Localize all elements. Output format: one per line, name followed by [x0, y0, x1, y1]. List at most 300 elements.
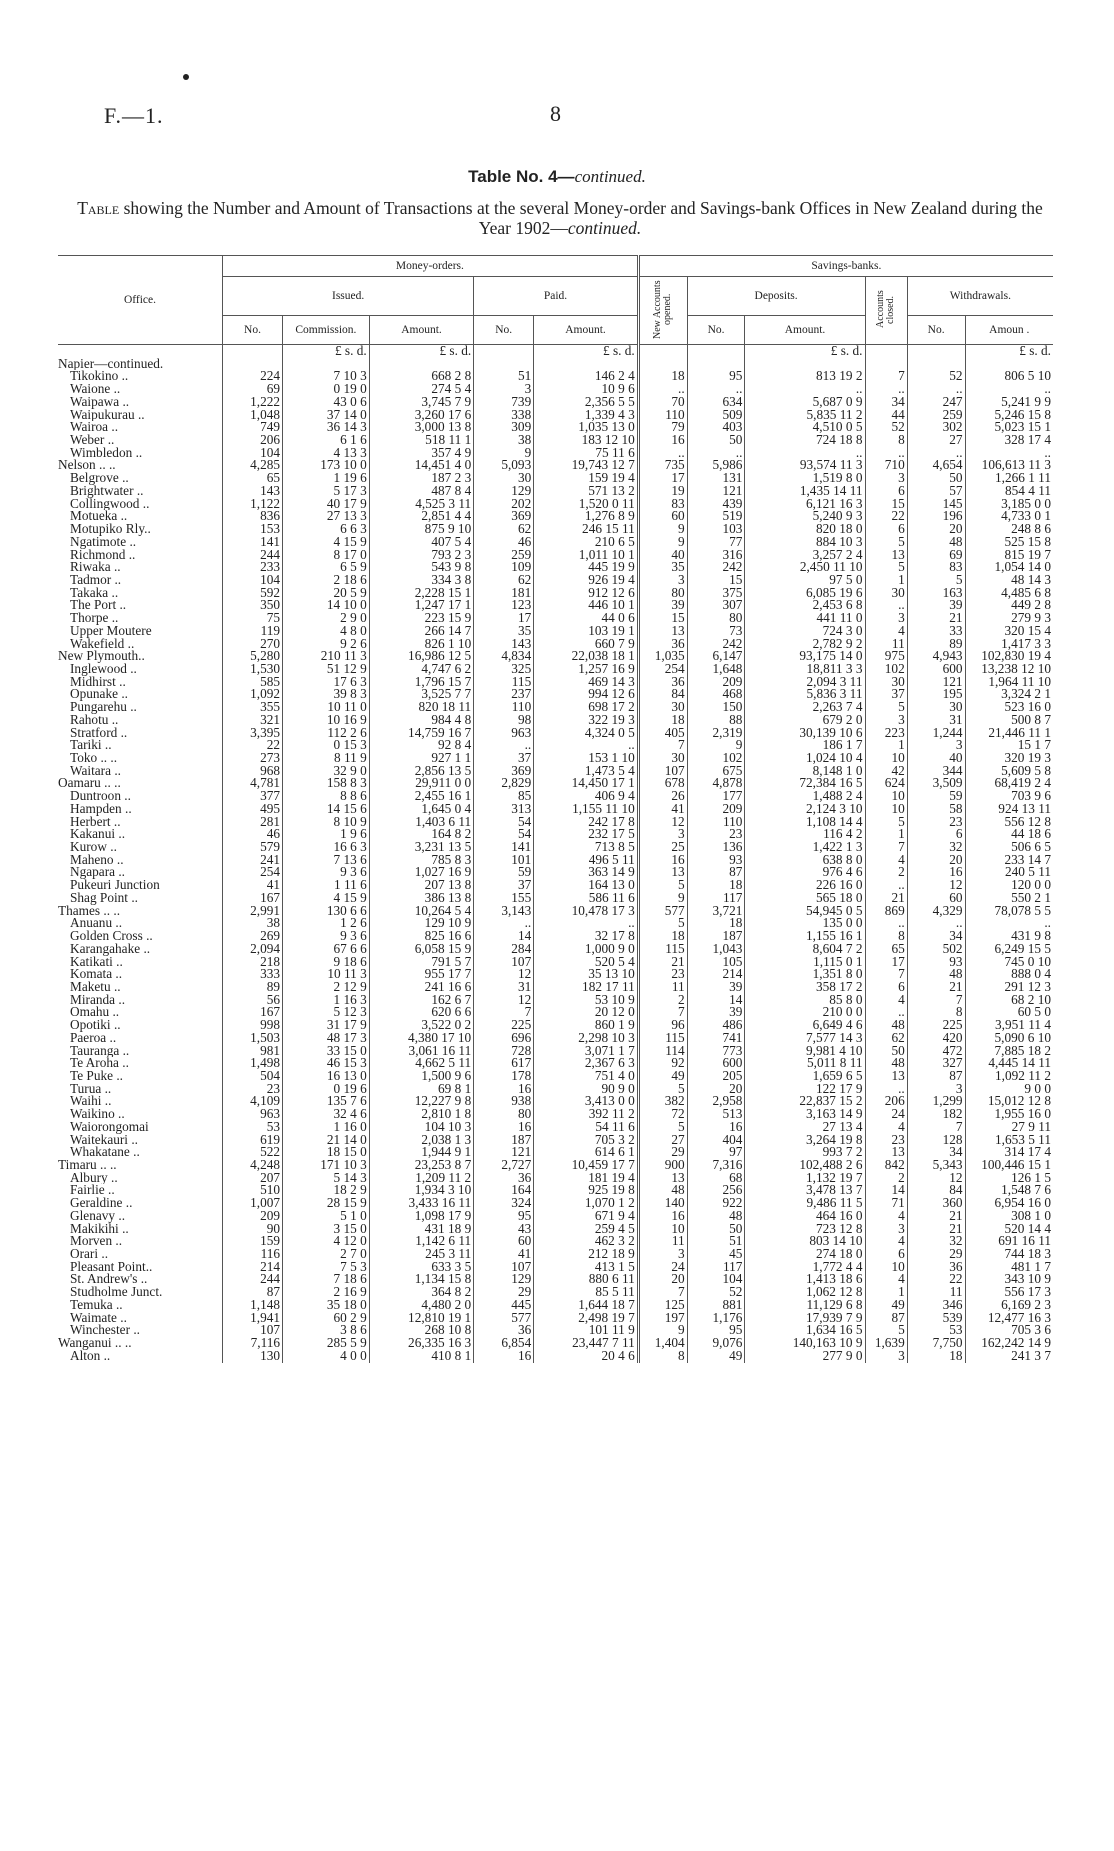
- cell-withdrawals-amount: 506 6 5: [965, 841, 1053, 854]
- cell-deposits-amount: 5,240 9 3: [745, 510, 865, 523]
- cell-deposits-no: 316: [687, 549, 745, 562]
- cell-new-accounts: 678: [638, 777, 687, 790]
- cell-office: Upper Moutere: [70, 624, 152, 638]
- cell-deposits-amount: ..: [745, 383, 865, 396]
- table-row: [58, 1248, 1053, 1261]
- cell-commission: 9 2 6: [283, 638, 370, 651]
- cell-office: Paeroa ..: [70, 1031, 117, 1045]
- table-row: [58, 1121, 1053, 1134]
- cell-commission: 21 14 0: [283, 1134, 370, 1147]
- cell-deposits-no: ..: [687, 447, 745, 460]
- cell-paid-amount: 22,038 18 1: [534, 650, 639, 663]
- cell-commission: 51 12 9: [283, 663, 370, 676]
- cell-issued-amount: 4,380 17 10: [369, 1032, 473, 1045]
- cell-paid-amount: 496 5 11: [534, 854, 639, 867]
- table-row: [58, 777, 1053, 790]
- cell-accounts-closed: 2: [865, 866, 907, 879]
- cell-issued-no: 143: [223, 485, 283, 498]
- cell-issued-no: 321: [223, 714, 283, 727]
- table-row: [58, 688, 1053, 701]
- cell-withdrawals-amount: 1,964 11 10: [965, 676, 1053, 689]
- cell-deposits-no: 39: [687, 1006, 745, 1019]
- table-row: [58, 358, 1053, 371]
- table-row: [58, 523, 1053, 536]
- cell-commission: 1 2 6: [283, 917, 370, 930]
- cell-withdrawals-no: 27: [907, 434, 965, 447]
- table-row: [58, 1210, 1053, 1223]
- cell-paid-amount: 445 19 9: [534, 561, 639, 574]
- cell-commission: 285 5 9: [283, 1337, 370, 1350]
- cell-paid-amount: 880 6 11: [534, 1273, 639, 1286]
- cell-accounts-closed: 6: [865, 523, 907, 536]
- cell-paid-no: 16: [474, 1121, 534, 1134]
- cell-issued-amount: 620 6 6: [369, 1006, 473, 1019]
- cell-new-accounts: 70: [638, 396, 687, 409]
- cell-paid-amount: ..: [534, 739, 639, 752]
- cell-withdrawals-amount: 5,090 6 10: [965, 1032, 1053, 1045]
- cell-new-accounts: 3: [638, 828, 687, 841]
- cell-new-accounts: 9: [638, 892, 687, 905]
- cell-paid-no: 80: [474, 1108, 534, 1121]
- cell-deposits-amount: 2,450 11 10: [745, 561, 865, 574]
- cell-withdrawals-no: 33: [907, 625, 965, 638]
- cell-issued-amount: 1,134 15 8: [369, 1273, 473, 1286]
- table-row: [58, 561, 1053, 574]
- cell-deposits-amount: 724 18 8: [745, 434, 865, 447]
- cell-new-accounts: 18: [638, 370, 687, 383]
- cell-paid-no: 110: [474, 701, 534, 714]
- cell-deposits-amount: 3,478 13 7: [745, 1184, 865, 1197]
- cell-issued-amount: 357 4 9: [369, 447, 473, 460]
- cell-paid-no: 29: [474, 1286, 534, 1299]
- cell-deposits-amount: 1,108 14 4: [745, 816, 865, 829]
- cell-paid-amount: 2,356 5 5: [534, 396, 639, 409]
- table-row: [58, 714, 1053, 727]
- cell-paid-no: 284: [474, 943, 534, 956]
- cell-paid-no: 938: [474, 1095, 534, 1108]
- cell-paid-amount: 10,478 17 3: [534, 905, 639, 918]
- cell-paid-amount: 54 11 6: [534, 1121, 639, 1134]
- table-caption: [60, 198, 1060, 238]
- table-row: [58, 599, 1053, 612]
- cell-withdrawals-amount: 705 3 6: [965, 1324, 1053, 1337]
- cell-office: Waipawa ..: [70, 395, 130, 409]
- cell-office: Herbert ..: [70, 815, 121, 829]
- cell-new-accounts: 30: [638, 701, 687, 714]
- cell-withdrawals-no: 50: [907, 472, 965, 485]
- cell-issued-no: 1,148: [223, 1299, 283, 1312]
- table-row: [58, 892, 1053, 905]
- cell-issued-amount: 785 8 3: [369, 854, 473, 867]
- cell-commission: 173 10 0: [283, 459, 370, 472]
- cell-deposits-no: 675: [687, 765, 745, 778]
- cell-deposits-amount: 93,175 14 0: [745, 650, 865, 663]
- cell-paid-amount: 32 17 8: [534, 930, 639, 943]
- cell-office: Richmond ..: [70, 548, 136, 562]
- table-row: [58, 383, 1053, 396]
- cell-paid-amount: 446 10 1: [534, 599, 639, 612]
- cell-deposits-no: 23: [687, 828, 745, 841]
- cell-deposits-amount: 8,148 1 0: [745, 765, 865, 778]
- cell-office: Winchester ..: [70, 1324, 140, 1338]
- cell-deposits-amount: 1,659 6 5: [745, 1070, 865, 1083]
- cell-issued-amount: 826 1 10: [369, 638, 473, 651]
- cell-office: St. Andrew's ..: [70, 1273, 148, 1287]
- cell-withdrawals-no: 89: [907, 638, 965, 651]
- table-row: [58, 981, 1053, 994]
- cell-withdrawals-amount: 5,246 15 8: [965, 409, 1053, 422]
- cell-commission: 28 15 9: [283, 1197, 370, 1210]
- cell-issued-no: 1,007: [223, 1197, 283, 1210]
- cell-issued-amount: 1,142 6 11: [369, 1235, 473, 1248]
- cell-office: Wairoa ..: [70, 421, 119, 435]
- cell-paid-no: 46: [474, 536, 534, 549]
- cell-paid-no: 739: [474, 396, 534, 409]
- cell-issued-no: 167: [223, 892, 283, 905]
- cell-deposits-amount: 2,124 3 10: [745, 803, 865, 816]
- cell-paid-amount: 614 6 1: [534, 1146, 639, 1159]
- cell-issued-no: 167: [223, 1006, 283, 1019]
- cell-paid-no: 9: [474, 447, 534, 460]
- cell-deposits-amount: 1,519 8 0: [745, 472, 865, 485]
- cell-deposits-no: 15: [687, 574, 745, 587]
- cell-withdrawals-no: 182: [907, 1108, 965, 1121]
- table-row: [58, 472, 1053, 485]
- cell-deposits-amount: 1,062 12 8: [745, 1286, 865, 1299]
- cell-commission: 4 12 0: [283, 1235, 370, 1248]
- table-row: [58, 1108, 1053, 1121]
- cell-deposits-no: 68: [687, 1172, 745, 1185]
- cell-new-accounts: 7: [638, 1006, 687, 1019]
- table-row: [58, 1159, 1053, 1172]
- cell-new-accounts: 18: [638, 714, 687, 727]
- cell-accounts-closed: 1: [865, 574, 907, 587]
- cell-new-accounts: 41: [638, 803, 687, 816]
- cell-commission: 14 15 6: [283, 803, 370, 816]
- cell-issued-amount: 334 3 8: [369, 574, 473, 587]
- cell-issued-no: 4,781: [223, 777, 283, 790]
- cell-issued-amount: 487 8 4: [369, 485, 473, 498]
- cell-accounts-closed: 8: [865, 930, 907, 943]
- cell-issued-no: 153: [223, 523, 283, 536]
- cell-withdrawals-no: ..: [907, 383, 965, 396]
- cell-withdrawals-amount: 854 4 11: [965, 485, 1053, 498]
- cell-commission: 18 15 0: [283, 1146, 370, 1159]
- cell-deposits-no: ..: [687, 383, 745, 396]
- cell-deposits-no: 4,878: [687, 777, 745, 790]
- cell-withdrawals-amount: 1,955 16 0: [965, 1108, 1053, 1121]
- cell-withdrawals-amount: 4,733 0 1: [965, 510, 1053, 523]
- cell-new-accounts: 12: [638, 816, 687, 829]
- cell-withdrawals-no: 420: [907, 1032, 965, 1045]
- cell-paid-no: 7: [474, 1006, 534, 1019]
- cell-issued-amount: 3,260 17 6: [369, 409, 473, 422]
- cell-deposits-amount: 17,939 7 9: [745, 1312, 865, 1325]
- cell-paid-amount: 698 17 2: [534, 701, 639, 714]
- cell-paid-no: 62: [474, 574, 534, 587]
- cell-paid-amount: 406 9 4: [534, 790, 639, 803]
- cell-accounts-closed: 10: [865, 752, 907, 765]
- cell-paid-no: 37: [474, 879, 534, 892]
- cell-deposits-amount: 18,811 3 3: [745, 663, 865, 676]
- cell-issued-no: 619: [223, 1134, 283, 1147]
- cell-withdrawals-no: 36: [907, 1261, 965, 1274]
- cell-paid-no: 3,143: [474, 905, 534, 918]
- cell-commission: 5 14 3: [283, 1172, 370, 1185]
- cell-accounts-closed: 975: [865, 650, 907, 663]
- cell-accounts-closed: 14: [865, 1184, 907, 1197]
- cell-deposits-amount: 1,435 14 11: [745, 485, 865, 498]
- cell-commission: 1 16 3: [283, 994, 370, 1007]
- cell-commission: 9 3 6: [283, 930, 370, 943]
- cell-issued-no: 1,498: [223, 1057, 283, 1070]
- cell-withdrawals-amount: 924 13 11: [965, 803, 1053, 816]
- cell-new-accounts: 72: [638, 1108, 687, 1121]
- cell-withdrawals-amount: 279 9 3: [965, 612, 1053, 625]
- cell-paid-amount: 75 11 6: [534, 447, 639, 460]
- cell-accounts-closed: 4: [865, 1121, 907, 1134]
- cell-deposits-amount: 30,139 10 6: [745, 727, 865, 740]
- cell-commission: 33 15 0: [283, 1045, 370, 1058]
- cell-withdrawals-no: 344: [907, 765, 965, 778]
- cell-deposits-no: 403: [687, 421, 745, 434]
- cell-deposits-no: 121: [687, 485, 745, 498]
- table-row: [58, 1261, 1053, 1274]
- cell-paid-amount: 183 12 10: [534, 434, 639, 447]
- table-row: [58, 1197, 1053, 1210]
- table-row: [58, 790, 1053, 803]
- table-row: [58, 905, 1053, 918]
- cell-issued-no: 1,122: [223, 498, 283, 511]
- cell-issued-no: 218: [223, 956, 283, 969]
- cell-paid-amount: 44 0 6: [534, 612, 639, 625]
- cell-paid-no: 309: [474, 421, 534, 434]
- cell-issued-no: 1,222: [223, 396, 283, 409]
- cell-new-accounts: 10: [638, 1223, 687, 1236]
- cell-accounts-closed: 4: [865, 1235, 907, 1248]
- cell-accounts-closed: 842: [865, 1159, 907, 1172]
- table-row: [58, 1312, 1053, 1325]
- table-row: [58, 930, 1053, 943]
- cell-paid-amount: 1,000 9 0: [534, 943, 639, 956]
- cell-withdrawals-no: 247: [907, 396, 965, 409]
- cell-office: Pungarehu ..: [70, 701, 137, 714]
- cell-paid-no: 98: [474, 714, 534, 727]
- cell-issued-no: 90: [223, 1223, 283, 1236]
- cell-withdrawals-no: 21: [907, 1210, 965, 1223]
- cell-deposits-amount: 679 2 0: [745, 714, 865, 727]
- cell-withdrawals-no: 84: [907, 1184, 965, 1197]
- cell-deposits-no: 177: [687, 790, 745, 803]
- cell-accounts-closed: 102: [865, 663, 907, 676]
- cell-deposits-amount: [745, 358, 865, 371]
- cell-paid-no: 59: [474, 866, 534, 879]
- cell-withdrawals-amount: 481 1 7: [965, 1261, 1053, 1274]
- table-row: [58, 1223, 1053, 1236]
- cell-commission: 1 9 6: [283, 828, 370, 841]
- cell-office: Waimate ..: [70, 1311, 127, 1325]
- cell-issued-amount: 2,856 13 5: [369, 765, 473, 778]
- cell-paid-no: 143: [474, 638, 534, 651]
- cell-withdrawals-no: 360: [907, 1197, 965, 1210]
- cell-withdrawals-amount: 5,023 15 1: [965, 421, 1053, 434]
- cell-deposits-amount: 813 19 2: [745, 370, 865, 383]
- cell-deposits-amount: 1,351 8 0: [745, 968, 865, 981]
- col-accounts-closed: [865, 277, 907, 345]
- cell-withdrawals-no: 259: [907, 409, 965, 422]
- cell-deposits-amount: 724 3 0: [745, 625, 865, 638]
- cell-new-accounts: 405: [638, 727, 687, 740]
- cell-accounts-closed: [865, 358, 907, 371]
- cell-withdrawals-no: 34: [907, 1146, 965, 1159]
- cell-accounts-closed: 10: [865, 1261, 907, 1274]
- cell-new-accounts: 114: [638, 1045, 687, 1058]
- cell-office: Maheno ..: [70, 853, 124, 867]
- cell-issued-no: 214: [223, 1261, 283, 1274]
- cell-withdrawals-no: 5: [907, 574, 965, 587]
- cell-office: Studholme Junct.: [70, 1286, 163, 1299]
- cell-new-accounts: 2: [638, 994, 687, 1007]
- cell-issued-no: 968: [223, 765, 283, 778]
- cell-deposits-amount: 638 8 0: [745, 854, 865, 867]
- cell-paid-amount: 1,070 1 2: [534, 1197, 639, 1210]
- cell-paid-amount: 994 12 6: [534, 688, 639, 701]
- cell-deposits-amount: 122 17 9: [745, 1083, 865, 1096]
- cell-new-accounts: 1,404: [638, 1337, 687, 1350]
- cell-withdrawals-amount: 233 14 7: [965, 854, 1053, 867]
- cell-paid-no: 62: [474, 523, 534, 536]
- cell-deposits-no: 773: [687, 1045, 745, 1058]
- cell-commission: 40 17 9: [283, 498, 370, 511]
- cell-paid-no: 313: [474, 803, 534, 816]
- cell-deposits-amount: 97 5 0: [745, 574, 865, 587]
- cell-paid-no: 178: [474, 1070, 534, 1083]
- cell-paid-amount: 19,743 12 7: [534, 459, 639, 472]
- cell-withdrawals-no: 145: [907, 498, 965, 511]
- cell-commission: 10 11 0: [283, 701, 370, 714]
- cell-withdrawals-no: 302: [907, 421, 965, 434]
- cell-withdrawals-no: 6: [907, 828, 965, 841]
- cell-new-accounts: 25: [638, 841, 687, 854]
- cell-commission: 112 2 6: [283, 727, 370, 740]
- cell-paid-no: 16: [474, 1083, 534, 1096]
- cell-deposits-no: 52: [687, 1286, 745, 1299]
- cell-deposits-amount: 5,687 0 9: [745, 396, 865, 409]
- cell-accounts-closed: 223: [865, 727, 907, 740]
- cell-withdrawals-amount: 320 15 4: [965, 625, 1053, 638]
- cell-issued-amount: 984 4 8: [369, 714, 473, 727]
- table-row: [58, 943, 1053, 956]
- cell-issued-no: 350: [223, 599, 283, 612]
- cell-office: Waitara ..: [70, 764, 121, 778]
- cell-withdrawals-amount: 15,012 12 8: [965, 1095, 1053, 1108]
- cell-issued-amount: 223 15 9: [369, 612, 473, 625]
- cell-withdrawals-amount: 3,324 2 1: [965, 688, 1053, 701]
- cell-accounts-closed: 3: [865, 714, 907, 727]
- cell-issued-no: 749: [223, 421, 283, 434]
- cell-issued-no: 53: [223, 1121, 283, 1134]
- cell-paid-no: 259: [474, 549, 534, 562]
- cell-paid-no: [474, 358, 534, 371]
- cell-paid-no: 129: [474, 485, 534, 498]
- cell-paid-amount: 860 1 9: [534, 1019, 639, 1032]
- cell-withdrawals-no: 87: [907, 1070, 965, 1083]
- cell-issued-amount: 4,525 3 11: [369, 498, 473, 511]
- cell-paid-no: 338: [474, 409, 534, 422]
- cell-accounts-closed: 1,639: [865, 1337, 907, 1350]
- cell-withdrawals-amount: 248 8 6: [965, 523, 1053, 536]
- cell-commission: 0 19 0: [283, 383, 370, 396]
- cell-withdrawals-no: 58: [907, 803, 965, 816]
- col-new-accounts: [638, 277, 687, 345]
- cell-deposits-amount: 1,155 16 1: [745, 930, 865, 943]
- cell-withdrawals-no: 23: [907, 816, 965, 829]
- cell-office: Makikihi ..: [70, 1222, 129, 1236]
- cell-accounts-closed: 30: [865, 676, 907, 689]
- cell-commission: 8 10 9: [283, 816, 370, 829]
- cell-withdrawals-amount: 126 1 5: [965, 1172, 1053, 1185]
- cell-withdrawals-amount: ..: [965, 917, 1053, 930]
- cell-office: Opunake ..: [70, 688, 128, 702]
- cell-accounts-closed: 6: [865, 485, 907, 498]
- cell-withdrawals-amount: 44 18 6: [965, 828, 1053, 841]
- cell-deposits-no: 513: [687, 1108, 745, 1121]
- cell-deposits-no: 39: [687, 981, 745, 994]
- cell-accounts-closed: 4: [865, 1273, 907, 1286]
- cell-commission: 0 19 6: [283, 1083, 370, 1096]
- cell-deposits-no: 187: [687, 930, 745, 943]
- cell-issued-no: 1,503: [223, 1032, 283, 1045]
- cell-issued-no: 998: [223, 1019, 283, 1032]
- cell-office: Riwaka ..: [70, 561, 121, 574]
- cell-paid-amount: 10 9 6: [534, 383, 639, 396]
- cell-withdrawals-no: 32: [907, 841, 965, 854]
- cell-deposits-no: 5,986: [687, 459, 745, 472]
- cell-issued-amount: 29,911 0 0: [369, 777, 473, 790]
- cell-accounts-closed: 5: [865, 701, 907, 714]
- cell-new-accounts: 13: [638, 1172, 687, 1185]
- cell-issued-amount: 266 14 7: [369, 625, 473, 638]
- cell-deposits-no: 104: [687, 1273, 745, 1286]
- cell-accounts-closed: 6: [865, 1248, 907, 1261]
- cell-withdrawals-amount: 106,613 11 3: [965, 459, 1053, 472]
- col-deposits: Deposits.: [687, 277, 865, 316]
- cell-accounts-closed: 50: [865, 1045, 907, 1058]
- cell-withdrawals-no: 21: [907, 981, 965, 994]
- cell-office: Nelson .. ..: [58, 459, 116, 473]
- cell-accounts-closed: 49: [865, 1299, 907, 1312]
- cell-new-accounts: 110: [638, 409, 687, 422]
- table-row: [58, 676, 1053, 689]
- cell-office: Miranda ..: [70, 993, 126, 1007]
- table-row: [58, 828, 1053, 841]
- cell-issued-amount: 3,433 16 11: [369, 1197, 473, 1210]
- cell-withdrawals-amount: 1,417 3 3: [965, 638, 1053, 651]
- cell-accounts-closed: ..: [865, 917, 907, 930]
- col-withdrawals-amount: Amoun .: [965, 316, 1053, 345]
- cell-deposits-amount: 7,577 14 3: [745, 1032, 865, 1045]
- cell-commission: 31 17 9: [283, 1019, 370, 1032]
- cell-new-accounts: 35: [638, 561, 687, 574]
- cell-new-accounts: 3: [638, 574, 687, 587]
- cell-office: Waikino ..: [70, 1108, 125, 1121]
- col-paid: Paid.: [474, 277, 639, 316]
- cell-deposits-no: 97: [687, 1146, 745, 1159]
- cell-new-accounts: 17: [638, 472, 687, 485]
- cell-paid-no: 728: [474, 1045, 534, 1058]
- cell-office: Golden Cross ..: [70, 930, 153, 943]
- table-row: [58, 638, 1053, 651]
